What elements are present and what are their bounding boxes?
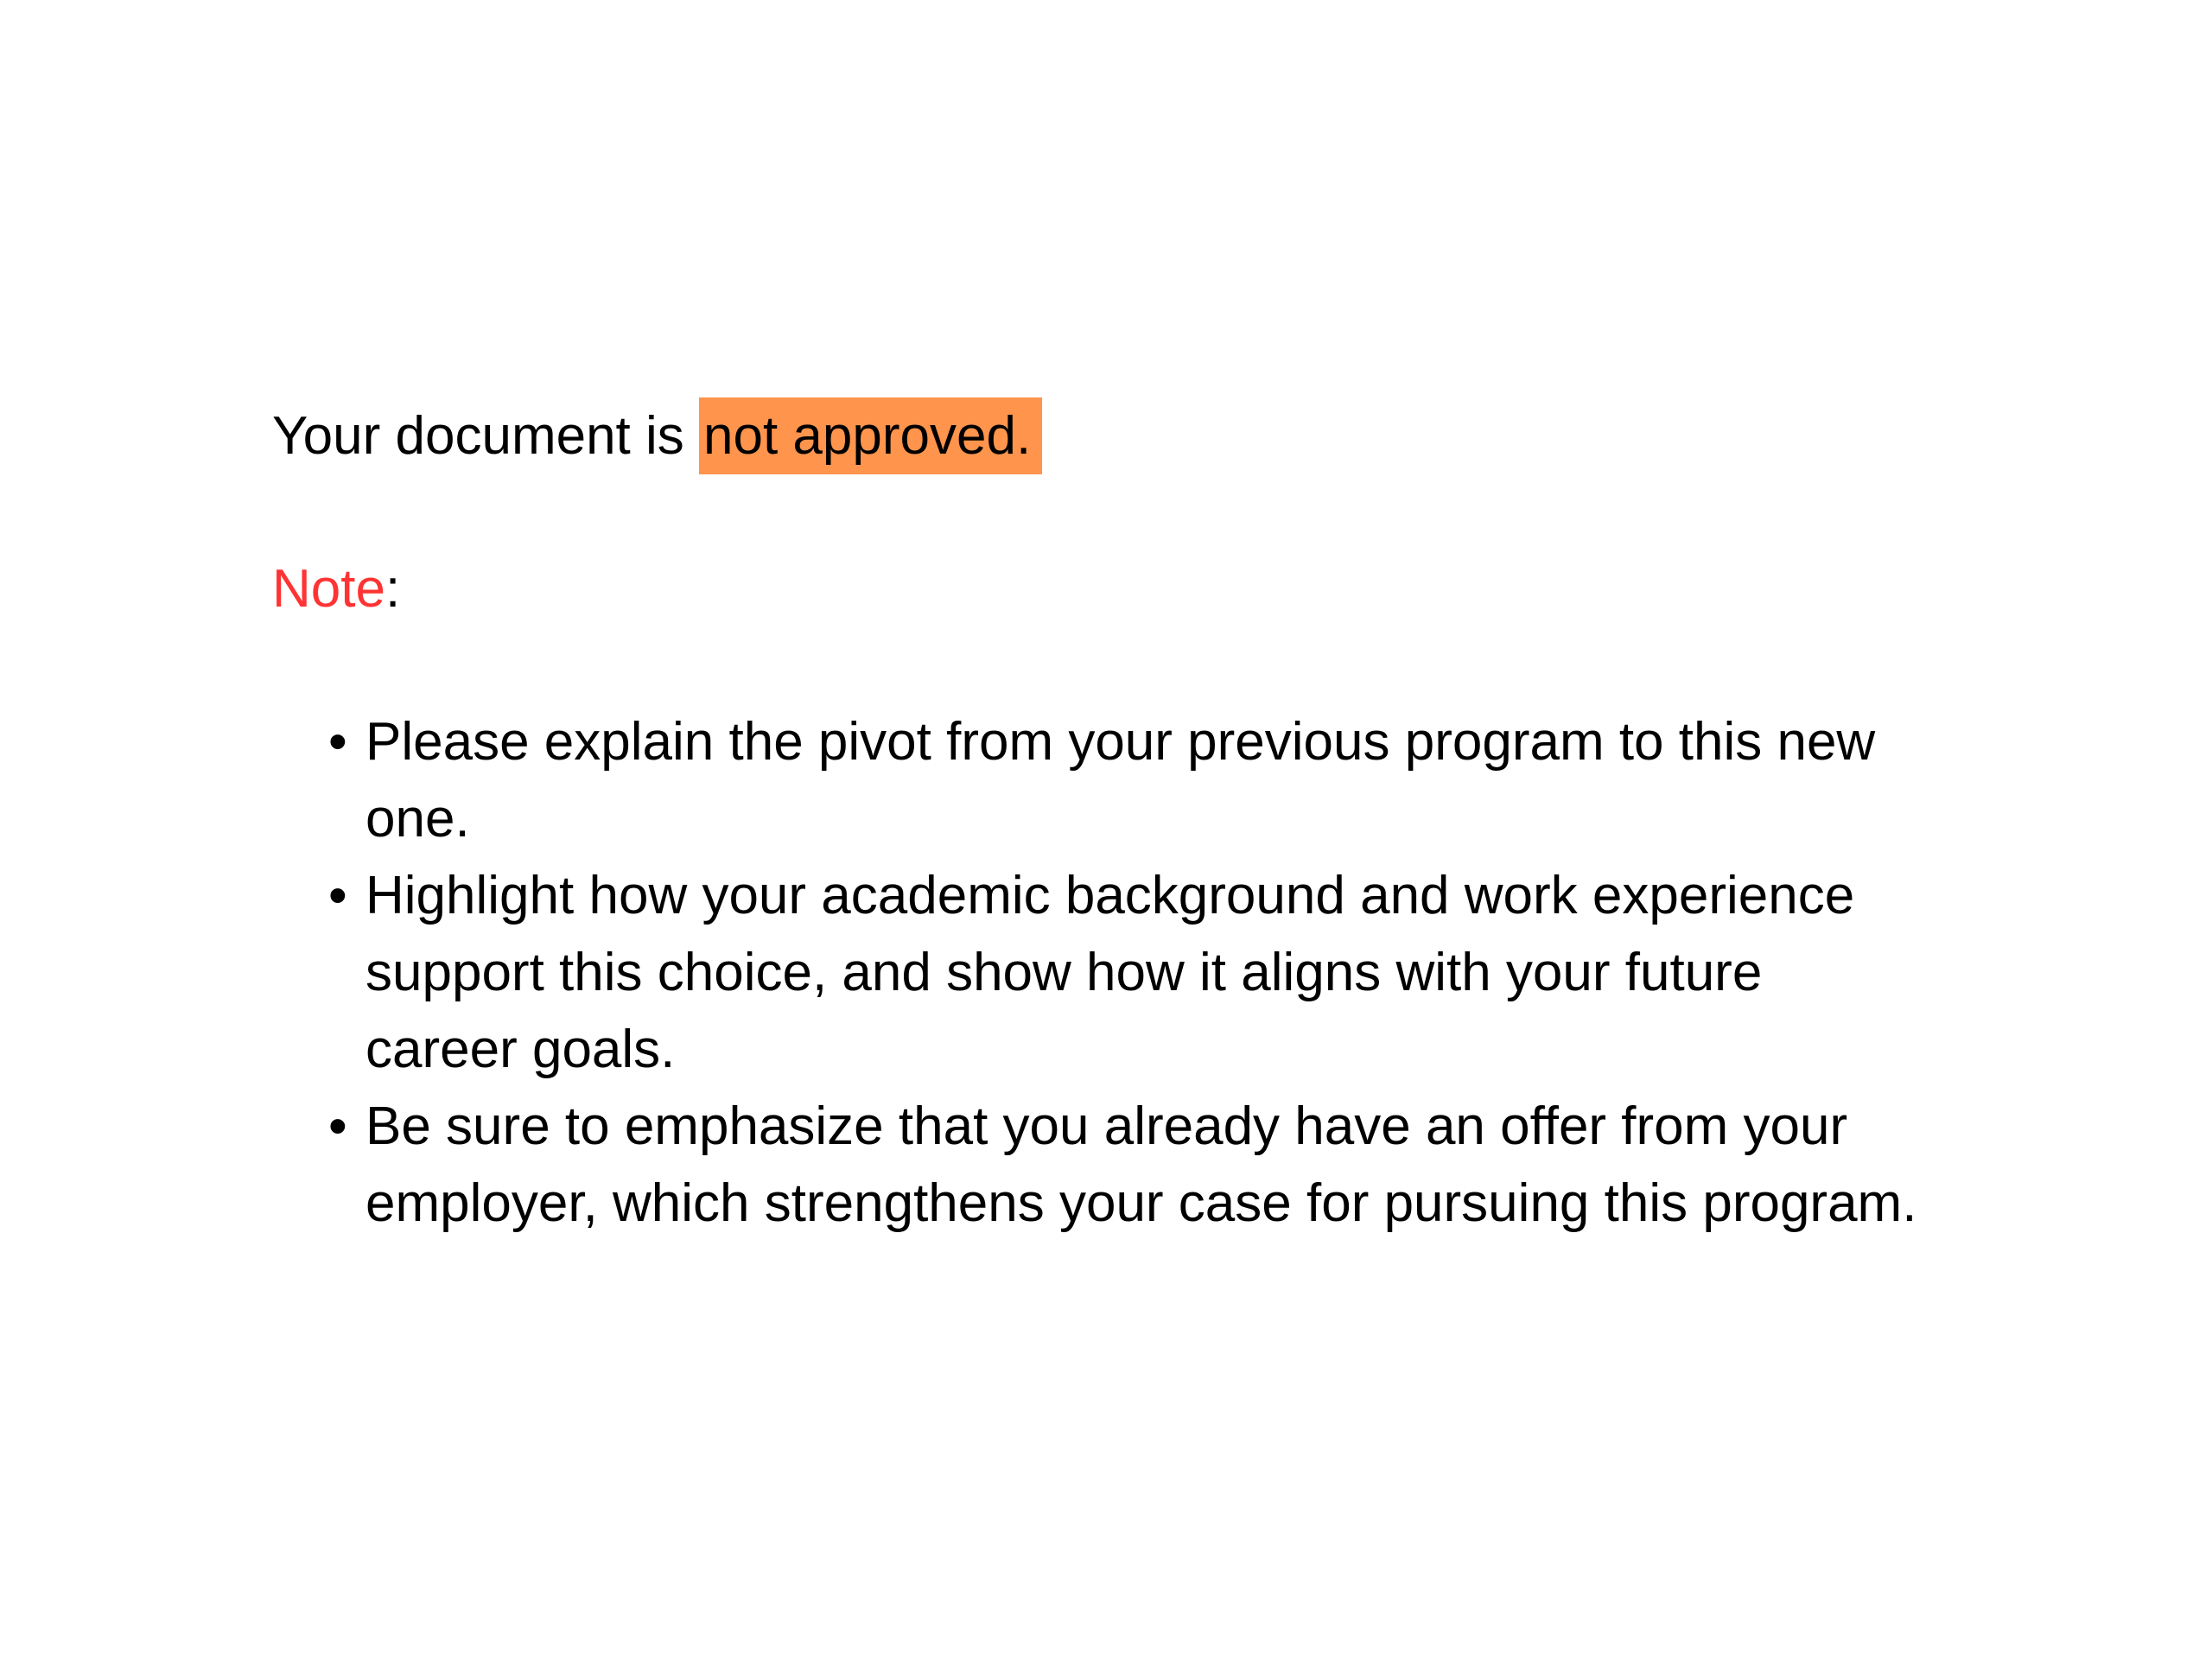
list-item [272, 1088, 1921, 1242]
status-prefix: Your document is [272, 406, 700, 466]
note-colon: : [385, 559, 401, 619]
status-highlight: not approved. [699, 397, 1042, 474]
note-heading [272, 550, 2000, 627]
list-item-line: Highlight how your academic background and work experience [365, 866, 1855, 925]
list-item-line: Be sure to emphasize that you already have an offer from your [365, 1096, 1848, 1156]
approval-status [272, 397, 2000, 474]
list-item-line: career goals. [365, 1020, 676, 1079]
list-item-line: employer, which strengthens your case for pursuing this program. [365, 1173, 1917, 1233]
list-item [272, 703, 1921, 857]
note-label: Note [272, 559, 385, 619]
bullet-icon: • [328, 866, 347, 925]
list-item-line: one. [365, 789, 470, 849]
bullet-icon: • [328, 1096, 347, 1156]
list-item-line: support this choice, and show how it aligns with your future [365, 943, 1763, 1002]
list-item-line: Please explain the pivot from your previous program to this new [365, 712, 1876, 772]
note-list [272, 703, 2000, 1242]
document-body [272, 397, 2000, 1242]
bullet-icon: • [328, 712, 347, 772]
list-item [272, 857, 1921, 1088]
